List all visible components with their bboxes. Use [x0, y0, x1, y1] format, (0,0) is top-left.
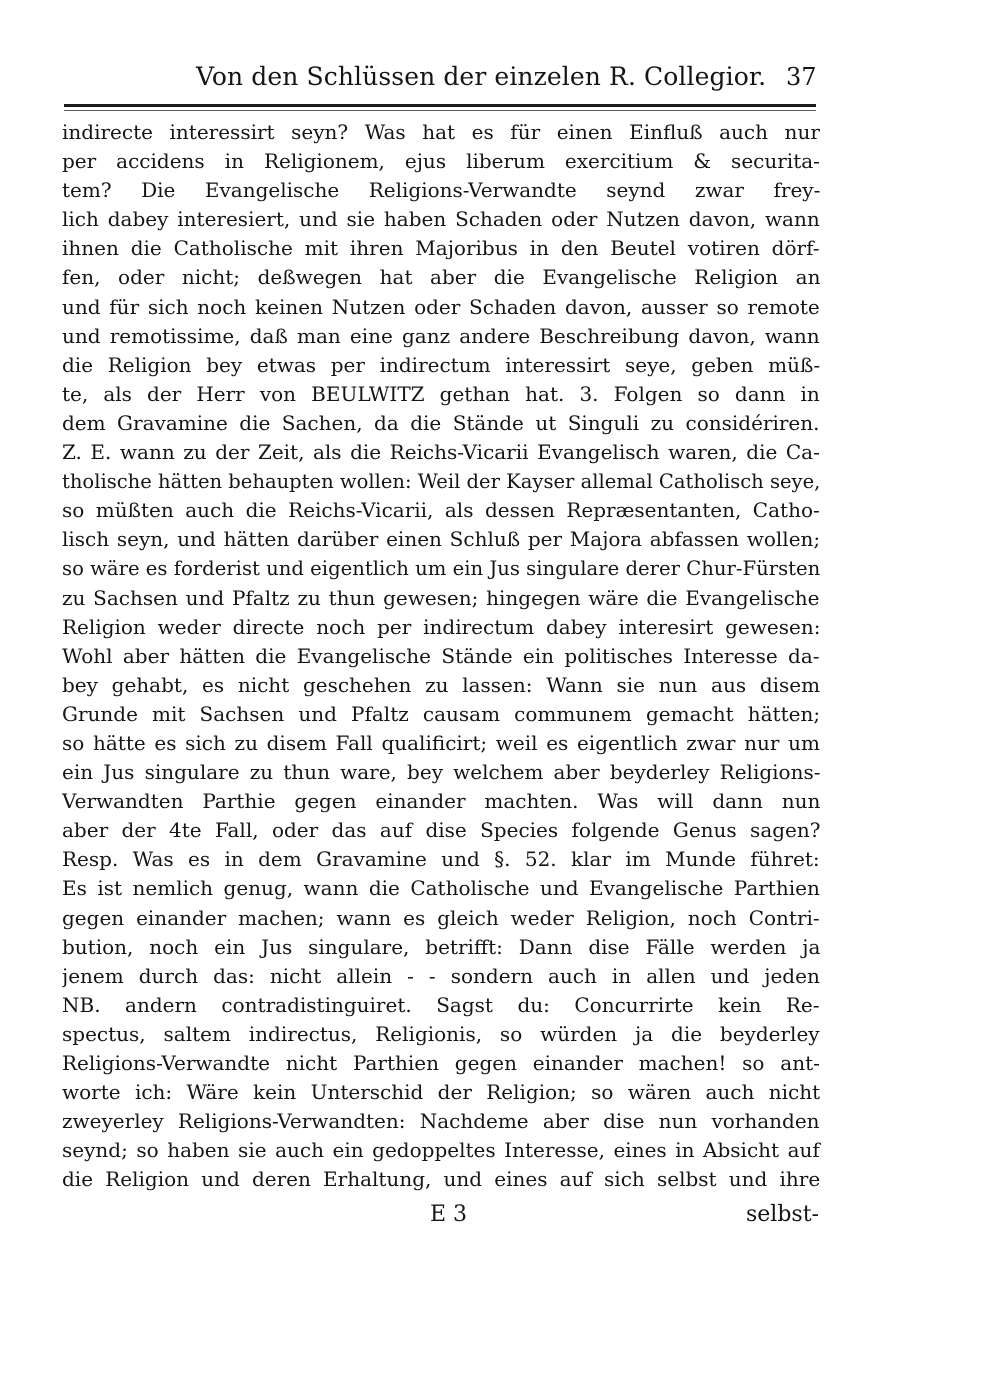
text-line: NB. andern contradistinguiret. Sagst du: Concurrirte kein Re-	[62, 992, 820, 1017]
header-rule	[64, 104, 816, 107]
catchword: selbst-	[746, 1202, 819, 1227]
text-line: spectus, saltem indirectus, Religionis, so würden ja die beyderley	[62, 1021, 820, 1046]
text-line: aber der 4te Fall, oder das auf dise Species folgende Genus sagen?	[62, 818, 821, 843]
text-line: lisch seyn, und hätten darüber einen Schluß per Majora abfassen wollen;	[62, 527, 821, 552]
text-line: Z. E. wann zu der Zeit, als die Reichs-Vicarii Evangelisch waren, die Ca-	[62, 440, 820, 465]
text-line: Grunde mit Sachsen und Pfaltz causam communem gemacht hätten;	[62, 701, 821, 726]
text-line: und für sich noch keinen Nutzen oder Schaden davon, ausser so remote	[62, 294, 820, 319]
header-rule-thin	[64, 110, 816, 111]
text-line: per accidens in Religionem, ejus liberum exercitium & securita-	[62, 149, 820, 174]
text-line: die Religion bey etwas per indirectum interessirt seye, geben müß-	[62, 352, 821, 377]
text-line: so hätte es sich zu disem Fall qualificirt; weil es eigentlich zwar nur um	[62, 730, 820, 755]
page-number: 37	[786, 63, 817, 91]
text-line: ein Jus singulare zu thun ware, bey welchem aber beyderley Religions-	[62, 760, 821, 785]
text-line: tem? Die Evangelische Religions-Verwandte seynd zwar frey-	[62, 178, 821, 203]
text-line: tholische hätten behaupten wollen: Weil der Kayser allemal Catholisch seye,	[62, 469, 820, 494]
text-line: ihnen die Catholische mit ihren Majoribus in den Beutel votiren dörf-	[62, 236, 820, 261]
text-line: zu Sachsen und Pfaltz zu thun gewesen; hingegen wäre die Evangelische	[62, 585, 820, 610]
text-line: Wohl aber hätten die Evangelische Stände ein politisches Interesse da-	[62, 643, 820, 668]
text-line: bution, noch ein Jus singulare, betrifft: Dann dise Fälle werden ja	[62, 934, 821, 959]
text-line: die Religion und deren Erhaltung, und eines auf sich selbst und ihre	[62, 1167, 821, 1192]
text-line: gegen einander machen; wann es gleich weder Religion, noch Contri-	[62, 905, 820, 930]
text-line: so wäre es forderist und eigentlich um ein Jus singulare derer Chur-Fürsten	[62, 556, 821, 581]
text-line: worte ich: Wäre kein Unterschid der Religion; so wären auch nicht	[62, 1080, 821, 1105]
body-text	[62, 118, 822, 1194]
text-line: und remotissime, daß man eine ganz andere Beschreibung davon, wann	[62, 323, 820, 348]
text-line: fen, oder nicht; deßwegen hat aber die Evangelische Religion an	[62, 265, 821, 290]
signature-mark: E 3	[430, 1202, 468, 1227]
text-line: lich dabey interesiert, und sie haben Schaden oder Nutzen davon, wann	[62, 207, 820, 232]
text-line: Resp. Was es in dem Gravamine und §. 52. klar im Munde führet:	[62, 847, 820, 872]
text-line: so müßten auch die Reichs-Vicarii, als dessen Repræsentanten, Catho-	[62, 498, 820, 523]
text-line: Verwandten Parthie gegen einander machten. Was will dann nun	[62, 789, 821, 814]
text-line: zweyerley Religions-Verwandten: Nachdeme aber dise nun vorhanden	[62, 1109, 820, 1134]
text-line: te, als der Herr von BEULWITZ gethan hat. 3. Folgen so dann in	[62, 381, 820, 406]
text-line: Es ist nemlich genug, wann die Catholische und Evangelische Parthien	[62, 876, 820, 901]
text-line: Religions-Verwandte nicht Parthien gegen einander machen! so ant-	[62, 1051, 820, 1075]
text-line: jenem durch das: nicht allein - - sondern auch in allen und jeden	[62, 963, 820, 988]
text-line: bey gehabt, es nicht geschehen zu lassen: Wann sie nun aus disem	[62, 672, 821, 697]
text-line: dem Gravamine die Sachen, da die Stände ut Singuli zu considériren.	[62, 410, 820, 435]
text-line: Religion weder directe noch per indirectum dabey interesirt gewesen:	[62, 614, 821, 639]
text-line: seynd; so haben sie auch ein gedoppeltes Interesse, eines in Absicht auf	[62, 1138, 820, 1163]
running-title: Von den Schlüssen der einzelen R. Collegior.	[196, 62, 767, 91]
text-line: indirecte interessirt seyn? Was hat es für einen Einfluß auch nur	[62, 120, 820, 144]
